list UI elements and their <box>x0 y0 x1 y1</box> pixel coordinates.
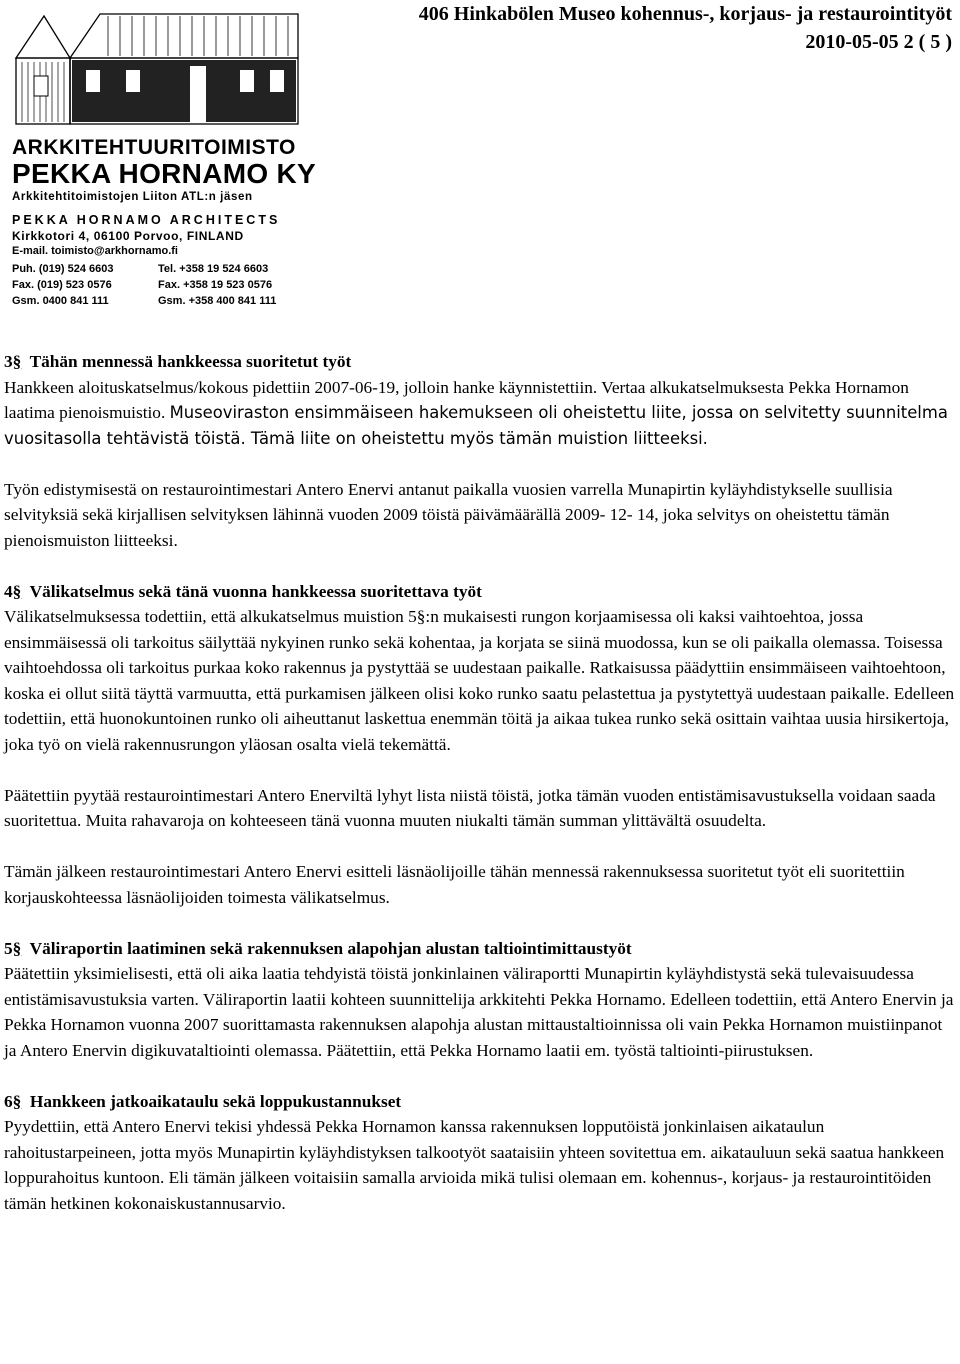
paragraph: Päätettiin pyytää restaurointimestari Antero Enerviltä lyhyt lista niistä töistä, jotka tämän vuoden entistämisavustuksella voidaan saada suoritettua. Muita rahavaroja on kohteeseen tänä vuonna muuten niukalti tämän summan ylittävältä osuudelta. <box>4 785 936 830</box>
logo-address: Kirkkotori 4, 06100 Porvoo, FINLAND <box>12 229 244 243</box>
logo-association: Arkkitehtitoimistojen Liiton ATL:n jäsen <box>12 191 253 203</box>
section-number: 5 <box>4 938 13 958</box>
section-heading: 6§ Hankkeen jatkoaikataulu sekä loppukustannukset <box>4 1089 956 1115</box>
logo-phone-fi: Puh. (019) 524 6603 <box>12 263 114 275</box>
section-6 <box>4 1089 956 1217</box>
date-page-number: 2010-05-05 2 ( 5 ) <box>805 31 952 53</box>
logo-phone-intl: Tel. +358 19 524 6603 <box>158 263 269 275</box>
page-header <box>419 0 952 56</box>
section-5 <box>4 936 956 1064</box>
paragraph: Hankkeen aloituskatselmus/kokous pidettiin 2007-06-19, jolloin hanke käynnistettiin. Vertaa alkukatselmuksesta Pekka Hornamon laatima pienoismuistio. Museoviraston ensimmäiseen hakemukseen oli oheistettu liite, jossa on selvitetty suunnitelma vuositasolla tehtävistä töistä. Tämä liite on oheistettu myös tämän muistion liitteeksi. <box>4 377 948 448</box>
document-body <box>4 349 956 1242</box>
paragraph: Pyydettiin, että Antero Enervi tekisi yhdessä Pekka Hornamon kanssa rakennuksen lopputöistä jonkinlaisen aikataulun rahoitustarpeineen, jotta myös Munapirtin kyläyhdistyksen talkootyöt saataisiin yhteen sovitettua em. aikatauluun sekä saatua hankkeen loppurahoitus kuntoon. Eli tämän jälkeen voitaisiin samalla arvioida mikä tulisi olemaan em. kohennus-, korjaus- ja restaurointitöiden tämän hetkinen kokonaiskustannusarvio. <box>4 1117 945 1213</box>
document-title: 406 Hinkabölen Museo kohennus-, korjaus- ja restaurointityöt <box>418 3 952 25</box>
section-heading: 3§ Tähän mennessä hankkeessa suoritetut työt <box>4 349 956 375</box>
section-number: 3 <box>4 352 13 371</box>
logo-fax-intl: Fax. +358 19 523 0576 <box>158 279 273 291</box>
logo-name-line2: PEKKA HORNAMO KY <box>12 158 316 189</box>
section-heading: 4§ Välikatselmus sekä tänä vuonna hankkeessa suoritettava työt <box>4 579 956 605</box>
section-number: 4 <box>4 581 13 601</box>
logo-fax-fi: Fax. (019) 523 0576 <box>12 279 112 291</box>
section-3 <box>4 349 956 451</box>
section-title: Tähän mennessä hankkeessa suoritetut työt <box>29 352 352 371</box>
company-logo <box>8 8 316 308</box>
museum-building-drawing <box>8 8 308 133</box>
section-title: Väliraportin laatiminen sekä rakennuksen alapohjan alustan taltiointimittaustyöt <box>29 938 632 958</box>
logo-gsm-fi: Gsm. 0400 841 111 <box>12 295 109 307</box>
paragraph: Työn edistymisestä on restaurointimestari Antero Enervi antanut paikalla vuosien varrella Munapirtin kyläyhdistykselle suullisia selvityksiä sekä kirjallisen selvityksen lähinnä vuoden 2009 töistä päivämäärällä 2009- 12- 14, joka selvitys on oheistettu tämän pienoismuiston liitteeksi. <box>4 479 893 550</box>
section-4 <box>4 579 956 758</box>
section-title: Välikatselmus sekä tänä vuonna hankkeessa suoritettava työt <box>29 581 482 601</box>
logo-gsm-intl: Gsm. +358 400 841 111 <box>158 295 277 307</box>
section-3-continued <box>4 477 956 554</box>
logo-english-name: PEKKA HORNAMO ARCHITECTS <box>12 213 281 227</box>
section-title: Hankkeen jatkoaikataulu sekä loppukustannukset <box>29 1091 402 1111</box>
logo-name-line1: ARKKITEHTUURITOIMISTO <box>12 136 296 159</box>
paragraph: Päätettiin yksimielisesti, että oli aika laatia tehdyistä töistä jonkinlainen väliraportti Munapirtin kyläyhdistystä sekä tulevaisuudessa entistämisavustuksia varten. Väliraportin laatii kohteen suunnittelija arkkitehti Pekka Hornamo. Edelleen todettiin, että Antero Enervin ja Pekka Hornamon vuonna 2007 suorittamasta rakennuksen alapohja alustan mittaustaltioinnissa oli vain Pekka Hornamon muistiinpanot ja Antero Enervin digikuvataltiointi olemassa. Päätettiin, että Pekka Hornamo laatii em. työstä taltiointi-piirustuksen. <box>4 964 954 1060</box>
logo-email: E-mail. toimisto@arkhornamo.fi <box>12 245 178 257</box>
section-heading: 5§ Väliraportin laatiminen sekä rakennuksen alapohjan alustan taltiointimittaustyöt <box>4 936 956 962</box>
section-4-para2 <box>4 783 956 834</box>
paragraph: Tämän jälkeen restaurointimestari Antero Enervi esitteli läsnäolijoille tähän mennessä rakennuksessa suoritetut työt eli suoritettiin korjauskohteessa läsnäolijoiden toimesta välikatselmus. <box>4 862 905 907</box>
paragraph: Välikatselmuksessa todettiin, että alkukatselmus muistion 5§:n mukaisesti rungon korjaamisessa oli kaksi vaihtoehtoa, jossa ensimmäisessä oli tarkoitus säilyttää nykyinen runko sekä kohentaa, ja korjata se siinä muodossa, kun se oli paikalla olemassa. Toisessa vaihtoehdossa oli tarkoitus purkaa koko rakennus ja pystyttää se uudestaan paikalle. Ratkaisussa päädyttiin ensimmäiseen vaihtoehtoon, koska ei ollut siitä täyttä varmuutta, että purkamisen jälkeen olisi koko runko saatu pelastettua ja pystytettyä uudestaan paikalle. Edelleen todettiin, että huonokuntoinen runko oli aiheuttanut laskettua enemmän töitä ja aikaa tukea runko sekä osittain vaihtaa uusia hirsikertoja, joka työ on vielä rakennusrungon yläosan osalta vielä tekemättä. <box>4 607 955 754</box>
section-number: 6 <box>4 1091 13 1111</box>
section-4-para3 <box>4 859 956 910</box>
